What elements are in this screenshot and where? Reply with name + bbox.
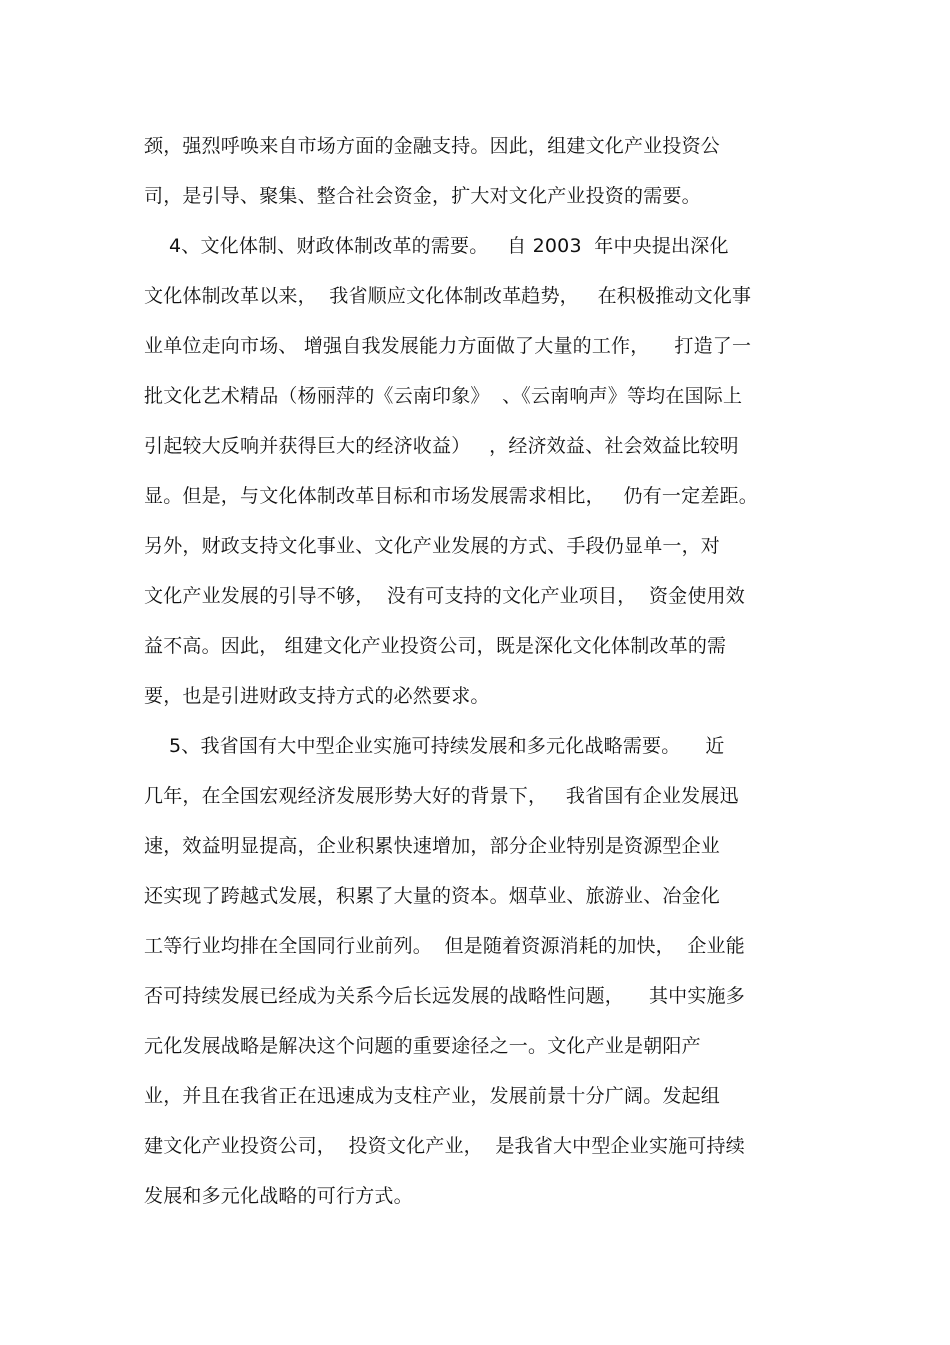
text-line: 批文化艺术精品（杨丽萍的《云南印象》 、《云南响声》等均在国际上: [144, 385, 743, 407]
text-line: 益不高。因此， 组建文化产业投资公司，既是深化文化体制改革的需: [144, 635, 727, 657]
text-line: 建文化产业投资公司， 投资文化产业， 是我省大中型企业实施可持续: [144, 1135, 745, 1157]
text-line: 速，效益明显提高，企业积累快速增加，部分企业特别是资源型企业: [144, 835, 721, 857]
text-line: 司，是引导、聚集、整合社会资金，扩大对文化产业投资的需要。: [144, 185, 701, 207]
text-line: 工等行业均排在全国同行业前列。 但是随着资源消耗的加快， 企业能: [144, 935, 745, 957]
text-line: 显。但是，与文化体制改革目标和市场发展需求相比， 仍有一定差距。: [144, 485, 758, 507]
text-line: 几年，在全国宏观经济发展形势大好的背景下， 我省国有企业发展迅: [144, 785, 739, 807]
text-line: 文化产业发展的引导不够， 没有可支持的文化产业项目， 资金使用效: [144, 585, 745, 607]
text-line: 发展和多元化战略的可行方式。: [144, 1185, 413, 1207]
text-line: 业单位走向市场、 增强自我发展能力方面做了大量的工作， 打造了一: [144, 335, 752, 357]
document-body: [144, 121, 824, 1221]
text-line: 还实现了跨越式发展，积累了大量的资本。烟草业、旅游业、冶金化: [144, 885, 721, 907]
text-line: 文化体制改革以来， 我省顺应文化体制改革趋势， 在积极推动文化事: [144, 285, 752, 307]
text-line: 业，并且在我省正在迅速成为支柱产业，发展前景十分广阔。发起组: [144, 1085, 721, 1107]
text-line: 否可持续发展已经成为关系今后长远发展的战略性问题， 其中实施多: [144, 985, 745, 1007]
text-line: 要，也是引进财政支持方式的必然要求。: [144, 685, 490, 707]
text-line: 另外，财政支持文化事业、文化产业发展的方式、手段仍显单一，对: [144, 535, 721, 557]
text-line: 5、我省国有大中型企业实施可持续发展和多元化战略需要。 近: [144, 735, 725, 757]
text-line: 引起较大反响并获得巨大的经济收益） ，经济效益、社会效益比较明: [144, 435, 739, 457]
text-line: 颈，强烈呼唤来自市场方面的金融支持。因此，组建文化产业投资公: [144, 135, 721, 157]
text-line: 4、文化体制、财政体制改革的需要。 自 2003 年中央提出深化: [144, 235, 729, 257]
text-line: 元化发展战略是解决这个问题的重要途径之一。文化产业是朝阳产: [144, 1035, 701, 1057]
